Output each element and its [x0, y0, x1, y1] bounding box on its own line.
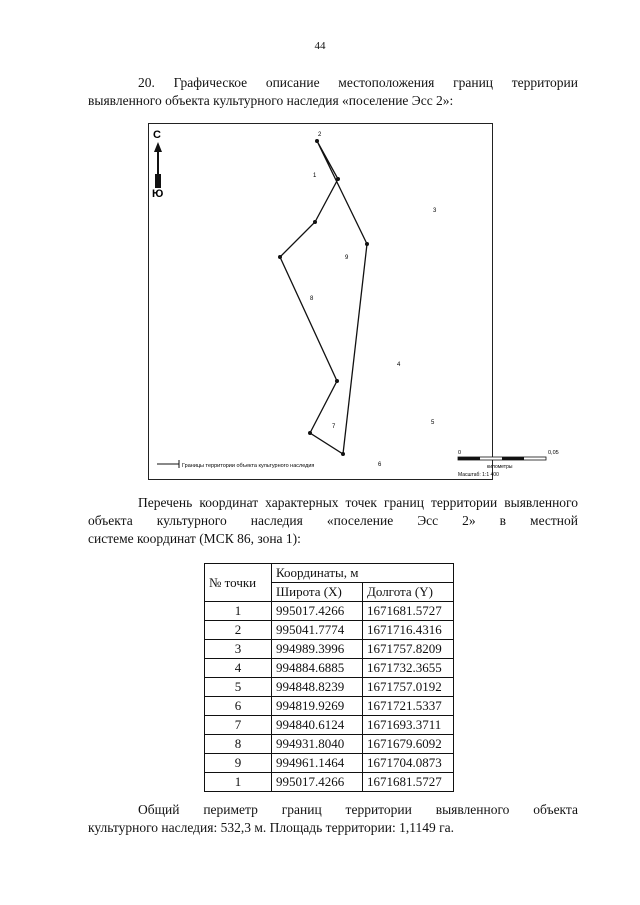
cell-point: 8	[205, 735, 272, 754]
summary-line1: Общий периметр границ территории выявленного объекта	[138, 802, 578, 817]
cell-x: 994840.6124	[272, 716, 363, 735]
cell-point: 1	[205, 773, 272, 792]
cell-point: 7	[205, 716, 272, 735]
coordinates-table	[204, 563, 454, 792]
point-marker	[308, 431, 312, 435]
section-text: Графическое описание местоположения границ территории	[173, 75, 579, 90]
cell-y: 1671757.8209	[363, 640, 454, 659]
point-marker	[336, 177, 340, 181]
cell-y: 1671681.5727	[363, 773, 454, 792]
cell-y: 1671721.5337	[363, 697, 454, 716]
cell-y: 1671757.0192	[363, 678, 454, 697]
table-row	[205, 754, 454, 773]
cell-x: 994884.6885	[272, 659, 363, 678]
cell-x: 994931.8040	[272, 735, 363, 754]
table-row	[205, 621, 454, 640]
point-label: 1	[313, 173, 317, 179]
table-row	[205, 716, 454, 735]
coordinates-intro	[88, 494, 578, 548]
boundary-polygon	[280, 141, 367, 454]
legend-label: Границы территории объекта культурного наследия	[182, 463, 315, 469]
intro-line2: выявленного объекта культурного наследия «поселение Эсс 2» в местной	[88, 495, 578, 528]
cell-point: 1	[205, 602, 272, 621]
cell-x: 995017.4266	[272, 773, 363, 792]
scale-max: 0,05	[548, 450, 559, 456]
table-row	[205, 659, 454, 678]
cell-y: 1671681.5727	[363, 602, 454, 621]
point-label: 5	[431, 420, 435, 426]
page-number: 44	[314, 40, 326, 52]
cell-x: 994961.1464	[272, 754, 363, 773]
point-label: 9	[345, 255, 349, 261]
table-row	[205, 602, 454, 621]
point-marker	[341, 452, 345, 456]
point-label: 7	[332, 424, 336, 430]
header-coords: Координаты, м	[272, 564, 454, 583]
point-marker	[365, 242, 369, 246]
cell-point: 4	[205, 659, 272, 678]
table-row	[205, 697, 454, 716]
cell-point: 5	[205, 678, 272, 697]
point-marker	[313, 220, 317, 224]
intro-line3: системе координат (МСК 86, зона 1):	[88, 531, 301, 546]
point-label: 6	[378, 462, 382, 468]
intro-line1: Перечень координат характерных точек границ территории	[138, 495, 498, 510]
scale-ratio: Масштаб: 1:1 400	[458, 472, 499, 478]
cell-point: 9	[205, 754, 272, 773]
table-row	[205, 640, 454, 659]
cell-point: 3	[205, 640, 272, 659]
section-text-line2: выявленного объекта культурного наследия «поселение Эсс 2»:	[88, 93, 454, 108]
boundary-map	[148, 123, 559, 480]
section-heading	[88, 74, 578, 110]
summary-line2: культурного наследия: 532,3 м. Площадь территории: 1,1149 га.	[88, 820, 454, 835]
map-svg	[149, 124, 559, 481]
cell-x: 994848.8239	[272, 678, 363, 697]
header-point: № точки	[205, 564, 272, 602]
cell-y: 1671679.6092	[363, 735, 454, 754]
point-label: 2	[318, 132, 322, 138]
scale-unit: километры	[487, 464, 513, 470]
cell-point: 2	[205, 621, 272, 640]
table-row	[205, 773, 454, 792]
north-arrow-icon	[152, 129, 163, 200]
cell-point: 6	[205, 697, 272, 716]
cell-x: 995041.7774	[272, 621, 363, 640]
cell-y: 1671693.3711	[363, 716, 454, 735]
summary-paragraph	[88, 801, 578, 837]
point-marker	[278, 255, 282, 259]
cell-y: 1671704.0873	[363, 754, 454, 773]
header-lon: Долгота (Y)	[363, 583, 454, 602]
point-label: 8	[310, 296, 314, 302]
cell-x: 995017.4266	[272, 602, 363, 621]
cell-y: 1671732.3655	[363, 659, 454, 678]
north-label: С	[153, 129, 161, 141]
south-label: Ю	[152, 188, 164, 200]
table-row	[205, 735, 454, 754]
point-marker	[335, 379, 339, 383]
header-lat: Широта (X)	[272, 583, 363, 602]
scale-bar	[458, 450, 559, 478]
map-legend	[157, 460, 314, 469]
point-label: 4	[397, 362, 401, 368]
scale-zero: 0	[458, 450, 462, 456]
cell-y: 1671716.4316	[363, 621, 454, 640]
point-label: 3	[433, 208, 437, 214]
point-marker	[315, 139, 319, 143]
cell-x: 994819.9269	[272, 697, 363, 716]
cell-x: 994989.3996	[272, 640, 363, 659]
section-number: 20.	[138, 75, 155, 90]
table-row	[205, 678, 454, 697]
